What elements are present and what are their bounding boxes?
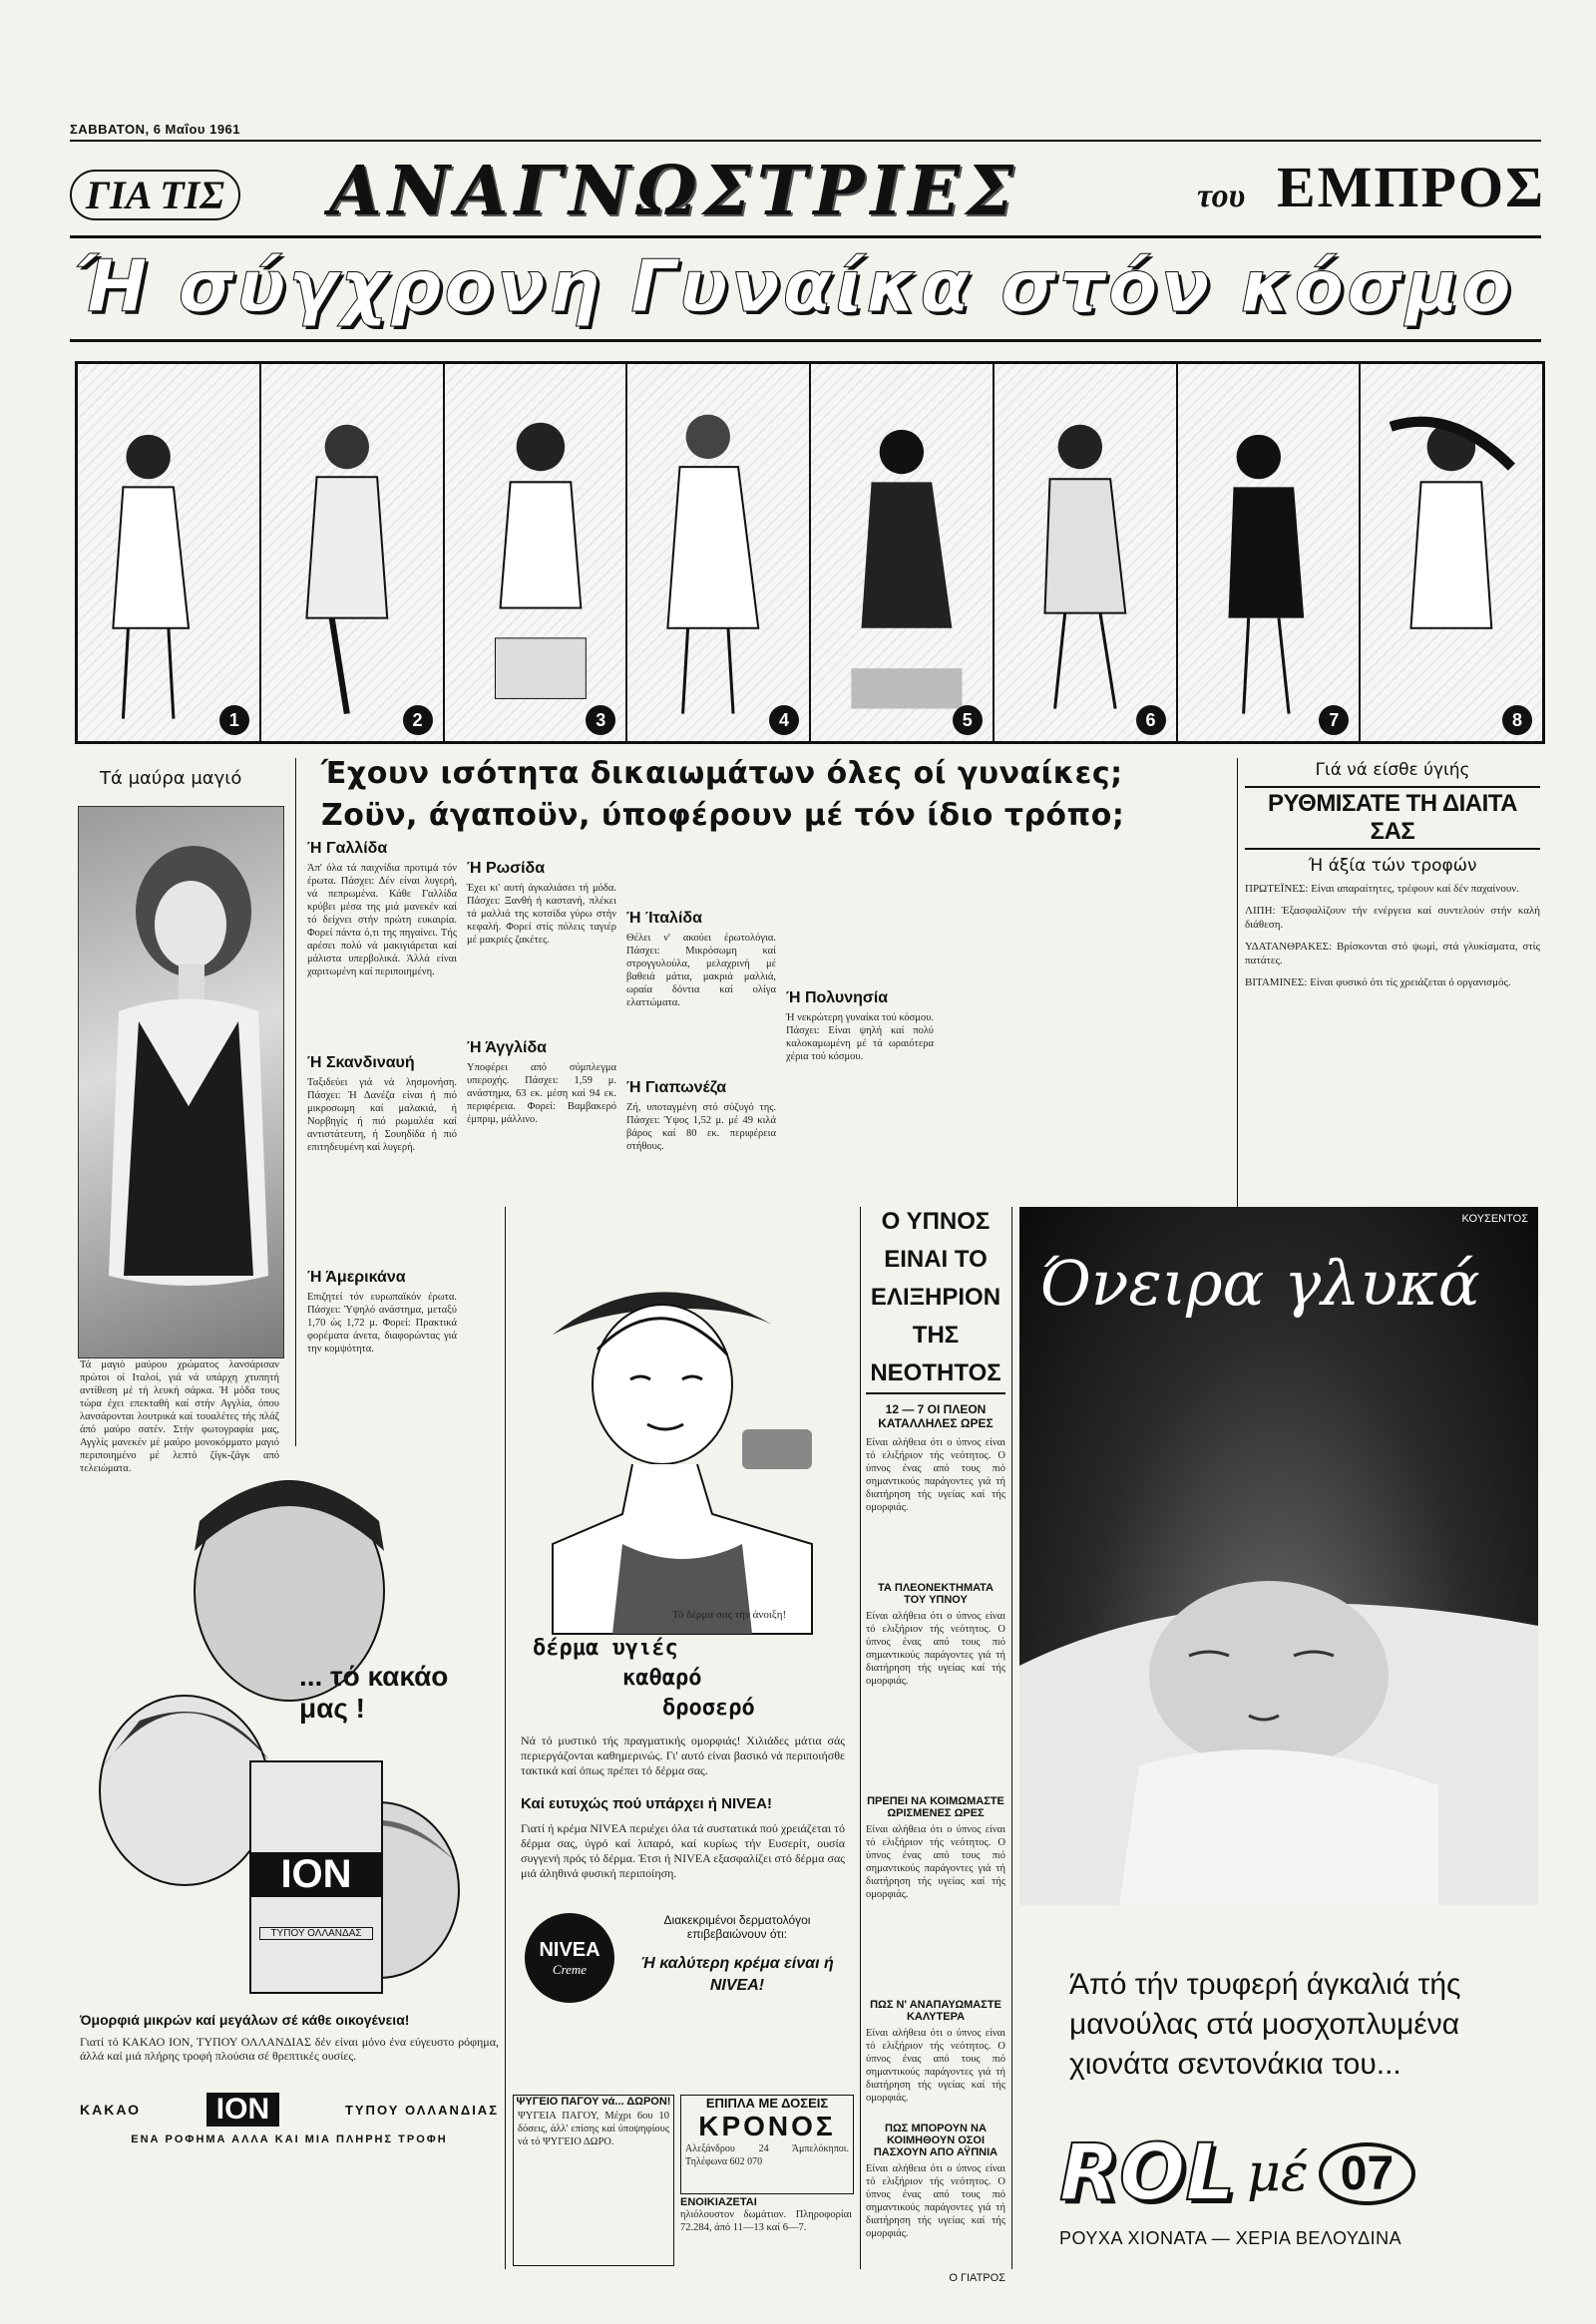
rol-dark-panel: [1019, 1207, 1538, 1905]
cocoa-footer-right: ΤΥΠΟΥ ΟΛΛΑΝΔΙΑΣ: [344, 2102, 499, 2118]
rol-title: Όνειρα γλυκά: [1039, 1247, 1480, 1320]
woman-with-hat-illustration: [513, 1215, 852, 1634]
sleep-text-5: Είναι αλήθεια ότι ο ύπνος είναι τό ελιξήριον τής νεότητος. Ο ύπνος ένας από τους πιό σημαντικούς παράγοντες γιά τή διατήρηση τής υγείας καί τής ομορφιάς.: [866, 2163, 1005, 2239]
cocoa-footer-left: ΚΑΚΑΟ: [80, 2102, 141, 2118]
sleep-head-3: ΠΩΣ Ν' ΑΝΑΠΑΥΩΜΑΣΤΕ ΚΑΛΥΤΕΡΑ: [870, 1999, 1001, 2023]
nivea-logo-sub: Creme: [552, 1962, 588, 1977]
section-text-france: Άπ' όλα τά παιχνίδια προτιμά τόν έρωτα. Πάσχει: Δέν είναι λυγερή, νά πεπρωμένα. Κάθε Γαλλίδα κρύβει μέσα της μιά μανεκέν καί τό δείχνει στήν πρώτη ευκαιρία. Φορεί πάντα ό,τι της πηγαίνει. Τής αρέσει πολύ νά μακιγιάρεται καί μάλιστα υπερβολικά. Άλλά είναι χαριτωμένη καί περιποιημένη.: [307, 863, 457, 977]
nivea-headline-2: καθαρό: [622, 1666, 702, 1691]
section-text-japan: Ζή, υποταγμένη στό σύζυγό της. Πάσχει: Ύψος 1,52 μ. μέ 49 κιλά βάρος καί 80 εκ. περιφέρεια στήθους.: [626, 1102, 776, 1152]
cocoa-headline: Όμορφιά μικρών καί μεγάλων σέ κάθε οικογένεια!: [80, 2012, 410, 2028]
woman-figure-icon: [1361, 364, 1542, 741]
panel-number: 4: [769, 705, 799, 735]
feature-col-1: [307, 840, 457, 1438]
diet-rule: [1237, 758, 1238, 1207]
section-head-russia: Ή Ρωσίδα: [467, 860, 546, 877]
kronos-ad: [680, 2095, 854, 2194]
left-column-rule: [295, 758, 296, 1446]
nivea-body: Νά τό μυστικό τής πραγματικής ομορφιάς! Χιλιάδες μάτια σάς περιεργάζονται καθημερινώς. Γι' αυτό είναι βασικό νά περιποιήσθε τακτικά καί όπως πρέπει τό δέρμα σας.: [521, 1734, 845, 1777]
cocoa-footer-logo: ΙΟΝ: [206, 2093, 279, 2127]
diet-title: ΡΥΘΜΙΣΑΤΕ ΤΗ ΔΙΑΙΤΑ ΣΑΣ: [1245, 786, 1540, 850]
rol-logo: [1059, 2129, 1415, 2218]
rent-head: ΕΝΟΙΚΙΑΖΕΤΑΙ: [680, 2196, 757, 2208]
nivea-tagline: Καί ευτυχώς πού υπάρχει ή NIVEA!: [521, 1795, 772, 1812]
col-rule-b: [860, 1207, 861, 2269]
feature-title-line1: Έχουν ισότητα δικαιωμάτων όλες οί γυναίκες;: [321, 756, 1123, 791]
cocoa-can-sub: ΤΥΠΟΥ ΟΛΛΑΝΔΑΣ: [259, 1927, 373, 1940]
model-figure-icon: [79, 807, 283, 1357]
panel-number: 8: [1502, 705, 1532, 735]
section-text-america: Επιζητεί τόν ευρωπαϊκόν έρωτα. Πάσχει: Ύψηλό ανάστημα, μεταξύ 1,70 ώς 1,72 μ. Φορεί: Πρακτικά φορέματα άνετα, διαφορώντας γιά την κομψότητα.: [307, 1292, 457, 1355]
panel-number: 6: [1136, 705, 1166, 735]
section-head-japan: Ή Γιαπωνέζα: [626, 1079, 727, 1096]
sleep-head-2: ΠΡΕΠΕΙ ΝΑ ΚΟΙΜΩΜΑΣΤΕ ΩΡΙΣΜΕΝΕΣ ΩΡΕΣ: [867, 1795, 1004, 1819]
diet-item: ΛΙΠΗ: Έξασφαλίζουν τήν ενέργεια καί συντελούν στήν καλή διάθεση.: [1245, 905, 1540, 931]
woman-figure-icon: [1178, 364, 1360, 741]
woman-figure-icon: [445, 364, 626, 741]
masthead-title: ΑΝΑΓΝΩΣΤΡΙΕΣ: [329, 152, 1020, 231]
cocoa-can: [249, 1760, 383, 1994]
rol-number: 07: [1319, 2142, 1415, 2205]
illustration-strip: [75, 361, 1545, 744]
masthead-paper: ΕΜΠΡΟΣ: [1277, 155, 1546, 219]
section-head-america: Ή Άμερικάνα: [307, 1269, 406, 1286]
feature-title-line2: Ζοϋν, άγαποϋν, ύποφέρουν μέ τόν ίδιο τρόπο;: [321, 798, 1125, 833]
kronos-brand: ΚΡΟΝΟΣ: [698, 2111, 836, 2141]
panel-number: 7: [1319, 705, 1349, 735]
section-text-polynesia: Ή νεκρώτερη γυναίκα τού κόσμου. Πάσχει: Είναι ψηλή καί πολύ καλοκαμωμένη μέ τά ωραιότερα χέρια τού κόσμου.: [786, 1012, 934, 1062]
woman-figure-icon: [78, 364, 259, 741]
top-rule: [70, 140, 1541, 142]
cocoa-footer: [80, 2090, 499, 2130]
nivea-logo-text: NIVEA: [539, 1939, 600, 1961]
feature-col-2: [467, 840, 616, 1199]
swimsuit-caption: Τά μαγιό μαύρου χρώματος λανσάρισαν πρώτοι οί Ιταλοί, γιά νά υπάρχη χτυπητή αντίθεση μέ τή λευκή σάρκα. Ή μόδα τους τώρα έχει επεκταθή καί στήν Αγγλία, όπου λανσάρονται λουτρικά καί τουαλέτες τής πλάζ άπό μαύρο σατέν. Στήν φωτογραφία μας, Αγγλίς μανεκέν μέ μαύρο μονοκόμματο μαγιό περιποιημένο μέ λεπτό ζίγκ-ζάγκ από τελειώματα.: [80, 1359, 279, 1474]
sleep-text: Είναι αλήθεια ότι ο ύπνος είναι τό ελιξήριον τής νεότητος. Ο ύπνος ένας από τους πιό σημαντικούς παράγοντες γιά τή διατήρηση τής υγείας καί τής ομορφιάς.: [866, 1437, 1005, 1513]
diet-item: ΥΔΑΤΑΝΘΡΑΚΕΣ: Βρίσκονται στό ψωμί, στά γλυκίσματα, στίς πατάτες.: [1245, 941, 1540, 967]
illustration-panel-4: [627, 364, 811, 741]
nivea-logo: [525, 1913, 614, 2003]
sleep-signature: Ο ΓΙΑΤΡΟΣ: [949, 2272, 1005, 2284]
sleep-text-4: Είναι αλήθεια ότι ο ύπνος είναι τό ελιξήριον τής νεότητος. Ο ύπνος ένας από τους πιό σημαντικούς παράγοντες γιά τή διατήρηση τής υγείας καί τής ομορφιάς.: [866, 2028, 1005, 2104]
rent-note: [680, 2196, 852, 2264]
col-rule-c: [1011, 1207, 1012, 2269]
illustration-panel-7: [1178, 364, 1362, 741]
woman-figure-icon: [995, 364, 1176, 741]
cocoa-ad: [80, 1461, 499, 2269]
woman-figure-icon: [261, 364, 443, 741]
fridge-head: ΨΥΓΕΙΟ ΠΑΓΟΥ νά... ΔΩΡΟΝ!: [516, 2096, 671, 2108]
cocoa-footer-line: ΕΝΑ ΡΟΦΗΜΑ ΑΛΛΑ ΚΑΙ ΜΙΑ ΠΛΗΡΗΣ ΤΡΟΦΗ: [131, 2133, 448, 2145]
rol-ad: [1019, 1207, 1538, 2269]
cocoa-slogan: ... τό κακάο μας !: [299, 1661, 449, 1724]
panel-number: 1: [219, 705, 249, 735]
section-text-scandinavia: Ταξιδεύει γιά νά λησμονήση. Πάσχει: Ή Δανέζα είναι ή πιό μικροσωμη καί μαλακιά, ή Νορβηγίς ή πιό ρωμαλέα καί αντιστάτευτη, ή Σουηδίδα ή πιό επιτηδευμένη καί λυγερή.: [307, 1077, 457, 1153]
woman-figure-icon: [811, 364, 993, 741]
illustration-panel-8: [1361, 364, 1542, 741]
illustration-panel-5: [811, 364, 995, 741]
kronos-address: Αλεξάνδρου 24 Άμπελόκηποι. Τηλέφωνα 602 070: [685, 2143, 849, 2167]
rol-credit: ΚΟΥΣΕΝΤΟΣ: [1461, 1213, 1528, 1225]
panel-number: 5: [953, 705, 983, 735]
diet-subhead: Ή άξία τών τροφών: [1308, 856, 1477, 876]
fridge-text: ΨΥΓΕΙΑ ΠΑΓΟΥ, Μέχρι 6ου 10 δόσεις, άλλ' επίσης καί ύποψηφίους νά τό ΨΥΓΕΙΟ ΔΩΡΟ.: [518, 2111, 669, 2147]
swimsuit-kicker: Τά μαύρα μαγιό: [100, 768, 242, 789]
rol-brand: ROL: [1059, 2129, 1236, 2218]
kronos-head: ΕΠΙΠΛΑ ΜΕ ΔΟΣΕΙΣ: [705, 2096, 829, 2111]
diet-items: [1245, 882, 1540, 989]
swimsuit-photo: [78, 806, 284, 1358]
woman-figure-icon: [627, 364, 809, 741]
illustration-panel-3: [445, 364, 628, 741]
masthead: [70, 150, 1546, 231]
nivea-claim: Ή καλύτερη κρέμα είναι ή NIVEA!: [640, 1955, 834, 1994]
sleeping-baby-illustration: [1019, 1207, 1538, 1905]
dateline: ΣΑΒΒΑΤΟΝ, 6 Μαΐου 1961: [70, 122, 241, 137]
rol-with: μέ: [1247, 2143, 1309, 2203]
subtitle-rule: [70, 339, 1541, 342]
section-head-italy: Ή Ίταλίδα: [626, 910, 702, 927]
feature-col-4: [786, 840, 934, 1199]
illustration-panel-1: [78, 364, 261, 741]
cocoa-body: Γιατί τό ΚΑΚΑΟ ΙΟΝ, ΤΥΠΟΥ ΟΛΛΑΝΔΙΑΣ δέν είναι μόνο ένα εύγευστο ρόφημα, άλλά καί μιά πλήρης τροφή πλούσια σέ θρεπτικές ουσίες.: [80, 2035, 499, 2063]
rent-text: ηλιόλουστον δωμάτιον. Πληροφορίαι 72.284, άπό 11—13 καί 6—7.: [680, 2209, 852, 2233]
sleep-head-1: ΤΑ ΠΛΕΟΝΕΚΤΗΜΑΤΑ ΤΟΥ ΥΠΝΟΥ: [877, 1582, 994, 1606]
section-head-polynesia: Ή Πολυνησία: [786, 989, 889, 1006]
fridge-ad: [513, 2095, 674, 2266]
illustration-panel-2: [261, 364, 445, 741]
nivea-caption: Τό δέρμα σας τήν άνοιξη!: [672, 1609, 787, 1621]
cocoa-can-brand: ΙΟΝ: [251, 1852, 381, 1897]
sleep-head-4: ΠΩΣ ΜΠΟΡΟΥΝ ΝΑ ΚΟΙΜΗΘΟΥΝ ΟΣΟΙ ΠΑΣΧΟΥΝ ΑΠΟ ΑΫΠΝΙΑ: [873, 2123, 998, 2158]
diet-item: ΒΙΤΑΜΙΝΕΣ: Είναι φυσικό ότι τίς χρειάζεται ό οργανισμός.: [1245, 976, 1511, 988]
sleep-text-2: Είναι αλήθεια ότι ο ύπνος είναι τό ελιξήριον τής νεότητος. Ο ύπνος ένας από τους πιό σημαντικούς παράγοντες γιά τή διατήρηση τής υγείας καί τής ομορφιάς.: [866, 1611, 1005, 1687]
col-rule-a: [505, 1207, 506, 2269]
nivea-body-2: Γιατί ή κρέμα NIVEA περιέχει όλα τά συστατικά πού χρειάζεται τό δέρμα σας, ύγρό καί λιπαρό, καί κυρίως τήν Ευσερίτ, ουσία συγγενή πρός τό δέρμα. Έτσι ή NIVEA εξασφαλίζει στό δέρμα σας μιά άληθινά φυσική περιποίηση.: [521, 1821, 845, 1880]
nivea-experts: Διακεκριμένοι δερματολόγοι επιβεβαιώνουν ότι:: [663, 1913, 811, 1941]
diet-box: [1245, 760, 1540, 1159]
section-head-england: Ή Άγγλίδα: [467, 1039, 547, 1056]
panel-number: 3: [586, 705, 615, 735]
illustration-panel-6: [995, 364, 1178, 741]
diet-kicker: Γιά νά είσθε ύγιής: [1315, 760, 1470, 780]
nivea-ad: [513, 1215, 852, 2091]
sleep-article: [866, 1203, 1005, 2284]
panel-number: 2: [403, 705, 433, 735]
feature-col-3: [626, 840, 776, 1199]
section-head-france: Ή Γαλλίδα: [307, 840, 388, 857]
sleep-sub: 12 — 7 ΟΙ ΠΛΕΟΝ ΚΑΤΑΛΛΗΛΕΣ ΩΡΕΣ: [878, 1402, 994, 1430]
sleep-text-3: Είναι αλήθεια ότι ο ύπνος είναι τό ελιξήριον τής νεότητος. Ο ύπνος ένας από τους πιό σημαντικούς παράγοντες γιά τή διατήρηση τής υγείας καί τής ομορφιάς.: [866, 1824, 1005, 1900]
section-text-england: Υποφέρει από σύμπλεγμα υπεροχής. Πάσχει: 1,59 μ. ανάστημα, 63 εκ. μέση καί 94 εκ. περιφέρεια. Φορεί: Βαμβακερό έμπριμ, μάλλινο.: [467, 1062, 616, 1125]
section-text-russia: Έχει κι' αυτή άγκαλιάσει τή μόδα. Πάσχει: Ξανθή ή καστανή, πλέκει τά μαλλιά της κοτσίδα γύρω στήν κεφαλή. Φορεί στίς πόλεις ταγιέρ μέ μακριές ζακέτες.: [467, 883, 616, 946]
diet-item: ΠΡΩΤΕΪΝΕΣ: Είναι απαραίτητες, τρέφουν καί δέν παχαίνουν.: [1245, 883, 1520, 895]
rol-footer: ΡΟΥΧΑ ΧΙΟΝΑΤΑ — ΧΕΡΙΑ ΒΕΛΟΥΔΙΝΑ: [1059, 2228, 1402, 2248]
section-subtitle: Ή σύγχρονη Γυναίκα στόν κόσμο: [75, 244, 1514, 328]
nivea-headline-1: δέρμα υγιές: [533, 1636, 678, 1661]
masthead-prefix: ΓΙΑ ΤΙΣ: [70, 170, 240, 220]
masthead-suffix: του: [1197, 178, 1246, 214]
section-text-italy: Θέλει ν' ακούει έρωτολόγια. Πάσχει: Μικρόσωμη καί στρογγυλούλα, μελαχρινή μέ βαθειά μάτια, μακριά μαλλιά, ωραία δόντια καί ολίγα ελαττώματα.: [626, 933, 776, 1008]
section-head-scandinavia: Ή Σκανδιναυή: [307, 1054, 415, 1071]
masthead-rule: [70, 235, 1541, 238]
sleep-title: Ο ΥΠΝΟΣ ΕΙΝΑΙ ΤΟ ΕΛΙΞΗΡΙΟΝ ΤΗΣ ΝΕΟΤΗΤΟΣ: [866, 1203, 1005, 1394]
rol-copy: Άπό τήν τρυφερή άγκαλιά τής μανούλας στά μοσχοπλυμένα χιονάτα σεντονάκια του...: [1069, 1968, 1461, 2081]
nivea-headline-3: δροσερό: [662, 1696, 755, 1721]
